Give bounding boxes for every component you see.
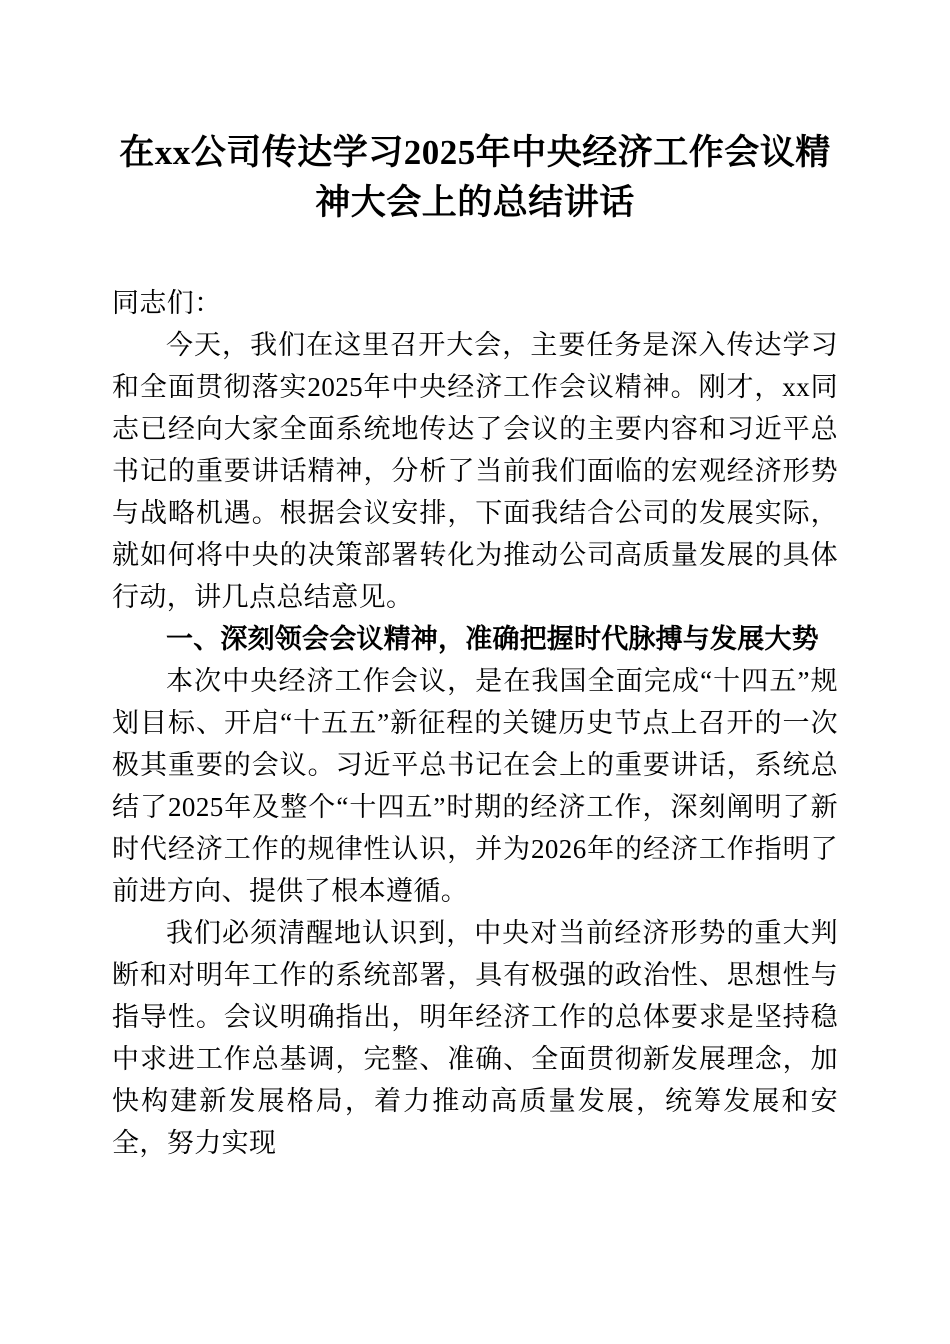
section-heading-1: 一、深刻领会会议精神，准确把握时代脉搏与发展大势 (166, 624, 819, 654)
salutation: 同志们： (112, 288, 222, 318)
page-title: 在xx公司传达学习2025年中央经济工作会议精神大会上的总结讲话 (119, 133, 831, 222)
paragraph-intro: 今天，我们在这里召开大会，主要任务是深入传达学习和全面贯彻落实2025年中央经济工作会议精神。刚才，xx同志已经向大家全面系统地传达了会议的主要内容和习近平总书记的重要讲话精神，分析了当前我们面临的宏观经济形势与战略机遇。根据会议安排，下面我结合公司的发展实际，就如何将中央的决策部署转化为推动公司高质量发展的具体行动，讲几点总结意见。 (112, 330, 838, 612)
paragraph-section-1-1: 本次中央经济工作会议，是在我国全面完成“十四五”规划目标、开启“十五五”新征程的关键历史节点上召开的一次极其重要的会议。习近平总书记在会上的重要讲话，系统总结了2025年及整个“十四五”时期的经济工作，深刻阐明了新时代经济工作的规律性认识，并为2026年的经济工作指明了前进方向、提供了根本遵循。 (112, 666, 838, 906)
paragraph-section-1-2: 我们必须清醒地认识到，中央对当前经济形势的重大判断和对明年工作的系统部署，具有极强的政治性、思想性与指导性。会议明确指出，明年经济工作的总体要求是坚持稳中求进工作总基调，完整、准确、全面贯彻新发展理念，加快构建新发展格局，着力推动高质量发展，统筹发展和安全，努力实现 (112, 918, 838, 1158)
document-body (112, 228, 838, 1164)
